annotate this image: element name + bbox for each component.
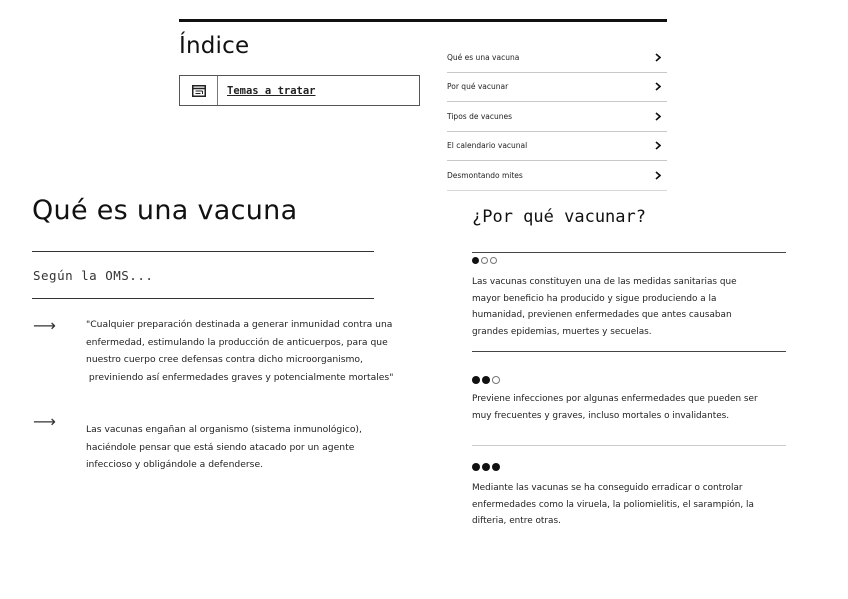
- nav-item-desmontando-mitos[interactable]: [447, 161, 667, 191]
- nav-item-label: Qué es una vacuna: [447, 52, 520, 62]
- text-line: Las vacunas constituyen una de las medidas sanitarias que: [472, 277, 737, 287]
- text-line: mayor beneficio ha producido y sigue produciendo a la: [472, 293, 717, 304]
- dot-filled-icon: [492, 463, 500, 471]
- nav-item-por-que-vacunar[interactable]: [447, 73, 667, 103]
- dot-filled-icon: [482, 376, 490, 384]
- text-line: humanidad, previenen enfermedades que antes causaban: [472, 310, 732, 320]
- nav-item-label: El calendario vacunal: [447, 141, 528, 151]
- definition-explanation: [86, 421, 362, 474]
- section-title-que-es-una-vacuna: Qué es una vacuna: [32, 195, 298, 226]
- text-line: Las vacunas engañan al organismo (sistema inmunológico),: [86, 424, 362, 435]
- text-line: enfermedades como la viruela, la poliomielitis, el sarampión, la: [472, 499, 754, 510]
- reason-text-2: [472, 391, 758, 424]
- topics-link[interactable]: Temas a tratar: [227, 84, 316, 97]
- level-indicator-3: [472, 463, 500, 471]
- nav-item-tipos-de-vacunas[interactable]: [447, 102, 667, 132]
- nav-item-label: Tipos de vacunes: [447, 111, 513, 121]
- text-line: "Cualquier preparación destinada a generar inmunidad contra una: [86, 319, 393, 330]
- window-icon: [192, 85, 206, 97]
- arrow-right-icon: ⟶: [33, 412, 56, 431]
- nav-item-label: Por qué vacunar: [447, 82, 509, 92]
- nav-item-que-es-una-vacuna[interactable]: [447, 43, 667, 73]
- nav-item-calendario-vacunal[interactable]: [447, 132, 667, 162]
- divider: [472, 252, 786, 253]
- nav-item-label: Desmontando mites: [447, 170, 523, 180]
- level-indicator-1: [472, 257, 497, 264]
- text-line: Mediante las vacunas se ha conseguido erradicar o controlar: [472, 483, 743, 493]
- divider: [32, 251, 374, 252]
- dot-empty-icon: [481, 257, 488, 264]
- level-indicator-2: [472, 376, 500, 384]
- reason-text-1: [472, 274, 737, 340]
- text-line: infeccioso y obligándole a defenderse.: [86, 459, 264, 470]
- dot-filled-icon: [482, 463, 490, 471]
- reason-text-3: [472, 480, 754, 530]
- definition-quote: [86, 316, 393, 386]
- text-line: enfermedad, estimulando la producción de anticuerpos, para que: [86, 336, 388, 348]
- dot-filled-icon: [472, 376, 480, 384]
- dot-empty-icon: [490, 257, 497, 264]
- chevron-right-icon: [655, 112, 661, 121]
- text-line: muy frecuentes y graves, incluso mortales o invalidantes.: [472, 410, 730, 421]
- chevron-right-icon: [655, 53, 661, 62]
- divider: [32, 298, 374, 299]
- dot-filled-icon: [472, 257, 479, 264]
- top-divider: [179, 19, 667, 22]
- chevron-right-icon: [655, 82, 661, 91]
- topics-icon-cell: [180, 76, 218, 105]
- topics-link-box[interactable]: [179, 75, 420, 106]
- text-line: previniendo así enfermedades graves y potencialmente mortales": [86, 371, 394, 383]
- dot-empty-icon: [492, 376, 500, 384]
- divider: [472, 445, 786, 446]
- index-title: Índice: [179, 33, 250, 59]
- text-line: haciéndole pensar que está siendo atacado por un agente: [86, 441, 355, 453]
- section-title-por-que-vacunar: ¿Por qué vacunar?: [472, 207, 646, 227]
- divider: [472, 351, 786, 352]
- index-nav: [447, 43, 667, 191]
- source-label: Según la OMS...: [33, 268, 154, 283]
- chevron-right-icon: [655, 171, 661, 180]
- chevron-right-icon: [655, 141, 661, 150]
- text-line: Previene infecciones por algunas enfermedades que pueden ser: [472, 394, 758, 404]
- arrow-right-icon: ⟶: [33, 316, 56, 335]
- text-line: nuestro cuerpo cree defensas contra dicho microorganismo,: [86, 354, 363, 365]
- text-line: grandes epidemias, muertes y secuelas.: [472, 326, 652, 337]
- dot-filled-icon: [472, 463, 480, 471]
- text-line: difteria, entre otras.: [472, 516, 561, 526]
